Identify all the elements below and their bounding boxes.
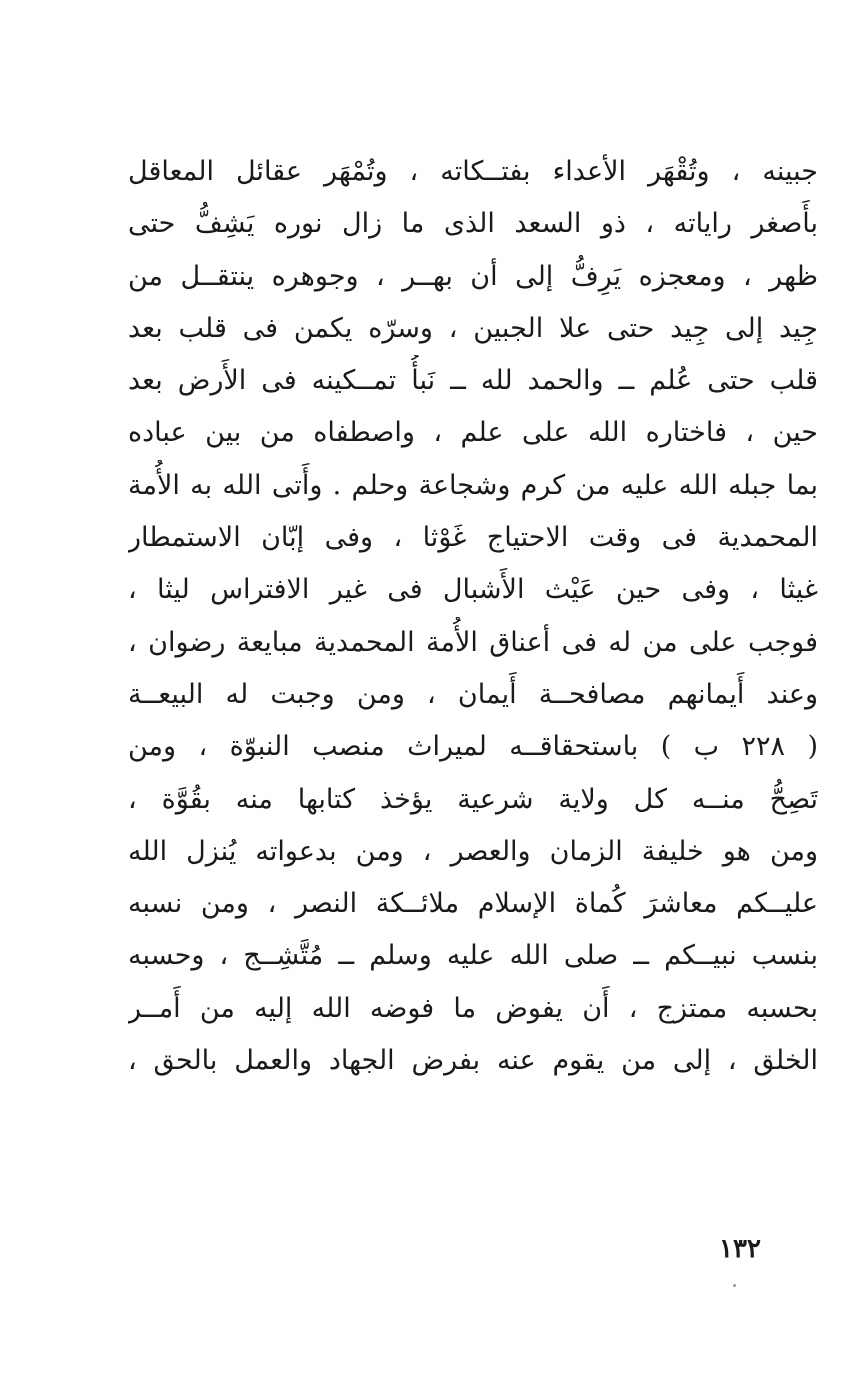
text-line: ومن هو خليفة الزمان والعصر ، ومن بدعواته يُنزل الله <box>128 835 818 867</box>
text-line: تَصِحُّ منــه كل ولاية شرعية يؤخذ كتابها منه بقُوَّة ، <box>128 783 818 815</box>
text-line: بأَصغر راياته ، ذو السعد الذى ما زال نوره يَشِفُّ حتى <box>128 208 818 240</box>
text-line: بنسب نبيــكم ــ صلى الله عليه وسلم ــ مُتَّشِــج ، وحسبه <box>128 940 818 972</box>
text-line: قلب حتى عُلم ــ والحمد لله ــ نَبأُ تمــكينه فى الأَرض بعد <box>128 365 818 397</box>
text-line: المحمدية فى وقت الاحتياج غَوْثا ، وفى إبّان الاستمطار <box>128 522 818 554</box>
text-line: بما جبله الله عليه من كرم وشجاعة وحلم . وأَتى الله به الأُمة <box>128 469 818 501</box>
text-line: ( ٢٢٨ ب ) باستحقاقــه لميراث منصب النبوّة ، ومن <box>128 731 818 763</box>
text-line: غيثا ، وفى حين عَيْث الأَشبال فى غير الافتراس ليثا ، <box>128 574 818 606</box>
text-line: عليــكم معاشرَ كُماة الإسلام ملائــكة النصر ، ومن نسبه <box>128 888 818 920</box>
text-line: جبينه ، وتُقْهَر الأعداء بفتــكاته ، وتُمْهَر عقائل المعاقل <box>128 156 818 187</box>
text-line: بحسبه ممتزج ، أَن يفوض ما فوضه الله إليه من أَمــر <box>128 992 818 1024</box>
print-speck <box>733 1284 736 1287</box>
text-line: جِيد إلى جِيد حتى علا الجبين ، وسرّه يكمن فى قلب بعد <box>128 312 818 344</box>
text-line: وعند أَيمانهم مصافحــة أَيمان ، ومن وجبت له البيعــة <box>128 678 818 710</box>
text-line: الخلق ، إلى من يقوم عنه بفرض الجهاد والعمل بالحق ، <box>128 1045 818 1077</box>
text-line: ظهر ، ومعجزه يَرِفُّ إلى أن بهــر ، وجوهره ينتقــل من <box>128 260 818 292</box>
body-text <box>128 146 818 1087</box>
text-line: فوجب على من له فى أعناق الأُمة المحمدية مبايعة رضوان ، <box>128 626 818 658</box>
page-number: ١٣٢ <box>719 1234 761 1264</box>
text-line: حين ، فاختاره الله على علم ، واصطفاه من بين عباده <box>128 417 818 449</box>
